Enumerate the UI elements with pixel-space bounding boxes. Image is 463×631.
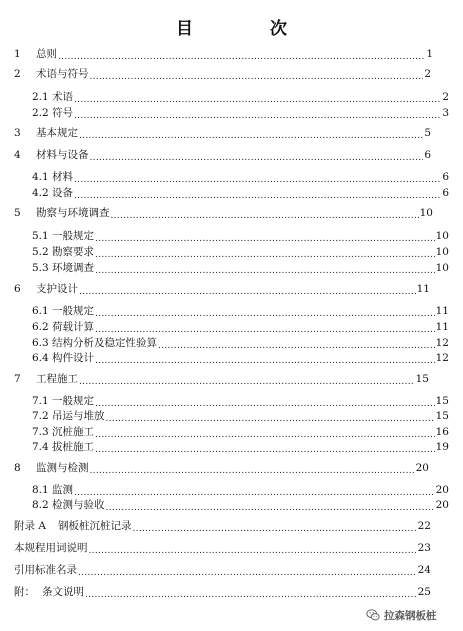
toc-label: 荷载计算 <box>52 321 94 333</box>
toc-page: 2 <box>442 91 449 103</box>
toc-entry[interactable] <box>32 498 449 512</box>
toc-label: 拔桩施工 <box>52 441 94 453</box>
toc-entry[interactable] <box>14 206 433 220</box>
toc-leader <box>58 49 425 61</box>
toc-entry[interactable] <box>32 336 449 350</box>
toc-entry[interactable] <box>32 440 449 454</box>
toc-page: 6 <box>424 149 431 161</box>
toc-entry[interactable] <box>32 186 449 200</box>
toc-page: 1 <box>426 48 433 60</box>
toc-leader <box>95 427 435 439</box>
toc-number: 1 <box>14 48 21 60</box>
toc-entry[interactable] <box>14 541 431 555</box>
toc-page: 23 <box>417 542 431 554</box>
toc-number: 2.2 <box>32 107 49 119</box>
toc-page: 16 <box>435 426 449 438</box>
toc-number: 5.2 <box>32 246 49 258</box>
toc-label: 一般规定 <box>52 230 94 242</box>
toc-page: 2 <box>424 68 431 80</box>
toc-page: 11 <box>435 321 449 333</box>
toc-entry[interactable] <box>32 170 449 184</box>
toc-leader <box>95 396 435 408</box>
toc-entry[interactable] <box>32 245 449 259</box>
toc-entry[interactable] <box>14 126 431 140</box>
toc-leader <box>90 463 415 475</box>
toc-entry[interactable] <box>32 409 449 423</box>
toc-entry[interactable] <box>14 461 429 475</box>
toc-leader <box>95 263 435 275</box>
toc-page: 15 <box>435 395 449 407</box>
toc-label: 总则 <box>36 48 57 60</box>
toc-leader <box>79 128 423 140</box>
toc-label: 术语与符号 <box>36 68 89 80</box>
toc-page: 3 <box>442 107 449 119</box>
toc-number: 6.2 <box>32 321 49 333</box>
toc-number: 6 <box>14 283 21 295</box>
watermark <box>366 606 437 624</box>
toc-number: 附录 A <box>14 520 46 532</box>
toc-number: 7.1 <box>32 395 49 407</box>
toc-number: 5.3 <box>32 262 49 274</box>
toc-label: 支护设计 <box>36 283 78 295</box>
toc-label: 构件设计 <box>52 352 94 364</box>
toc-label: 吊运与堆放 <box>52 410 105 422</box>
toc-leader <box>95 306 435 318</box>
toc-leader <box>74 92 441 104</box>
toc-page: 19 <box>435 441 449 453</box>
toc-number: 6.1 <box>32 305 49 317</box>
toc-number: 5.1 <box>32 230 49 242</box>
toc-number: 8 <box>14 462 21 474</box>
toc-entry[interactable] <box>14 282 430 296</box>
toc-leader <box>95 231 435 243</box>
toc-page: 10 <box>419 207 433 219</box>
toc-page: 22 <box>417 520 431 532</box>
toc-label: 监测 <box>52 484 73 496</box>
toc-number: 4 <box>14 149 21 161</box>
toc-label: 设备 <box>52 187 73 199</box>
toc-entry[interactable] <box>32 425 449 439</box>
toc-label: 材料 <box>52 171 73 183</box>
toc-entry[interactable] <box>32 229 449 243</box>
toc-entry[interactable] <box>14 519 431 533</box>
toc-label: 材料与设备 <box>36 149 89 161</box>
toc-number: 2 <box>14 68 21 80</box>
page-title: 目 次 <box>176 19 317 39</box>
toc-entry[interactable] <box>32 483 449 497</box>
toc-label: 勘察要求 <box>52 246 94 258</box>
toc-label: 一般规定 <box>52 395 94 407</box>
toc-leader <box>74 108 441 120</box>
toc-entry[interactable] <box>14 47 433 61</box>
toc-label: 条文说明 <box>42 586 84 598</box>
toc-leader <box>106 500 435 512</box>
toc-leader <box>74 188 441 200</box>
toc-page: 11 <box>435 305 449 317</box>
toc-entry[interactable] <box>32 320 449 334</box>
toc-entry[interactable] <box>14 148 431 162</box>
toc-page: 10 <box>435 246 449 258</box>
toc-number: 7 <box>14 373 21 385</box>
toc-leader <box>74 485 435 497</box>
toc-label: 结构分析及稳定性验算 <box>52 337 157 349</box>
toc-leader <box>106 411 435 423</box>
toc-number: 2.1 <box>32 91 49 103</box>
toc-label: 一般规定 <box>52 305 94 317</box>
toc-page: 24 <box>417 564 431 576</box>
toc-leader <box>95 322 435 334</box>
toc-number: 6.3 <box>32 337 49 349</box>
toc-label: 基本规定 <box>36 127 78 139</box>
toc-page: 11 <box>416 283 430 295</box>
toc-page: 5 <box>424 127 431 139</box>
wechat-icon <box>366 608 380 622</box>
toc-entry[interactable] <box>14 372 429 386</box>
toc-number: 7.4 <box>32 441 49 453</box>
watermark-text: 拉森钢板桩 <box>384 609 437 622</box>
toc-leader <box>111 208 419 220</box>
toc-entry[interactable] <box>14 563 431 577</box>
toc-label: 术语 <box>52 91 73 103</box>
toc-number: 8.2 <box>32 499 49 511</box>
toc-page: 15 <box>415 373 429 385</box>
toc-entry[interactable] <box>14 67 431 81</box>
toc-leader <box>90 69 424 81</box>
toc-entry[interactable] <box>32 261 449 275</box>
toc-label: 勘察与环境调查 <box>36 207 110 219</box>
toc-number: 附： <box>14 586 35 598</box>
toc-page: 25 <box>417 586 431 598</box>
toc-entry[interactable] <box>32 351 449 365</box>
toc-page: 10 <box>435 230 449 242</box>
toc-leader <box>90 150 424 162</box>
toc-number: 5 <box>14 207 21 219</box>
toc-leader <box>95 353 435 365</box>
toc-leader <box>74 172 441 184</box>
toc-label: 引用标准名录 <box>14 564 77 576</box>
toc-leader <box>79 284 416 296</box>
toc-label: 监测与检测 <box>36 462 89 474</box>
toc-label: 工程施工 <box>36 373 78 385</box>
toc-entry[interactable] <box>32 304 449 318</box>
toc-label: 本规程用词说明 <box>14 542 88 554</box>
toc-leader <box>133 521 417 533</box>
toc-label: 沉桩施工 <box>52 426 94 438</box>
toc-page: 20 <box>435 499 449 511</box>
toc-number: 8.1 <box>32 484 49 496</box>
toc-page: 15 <box>435 410 449 422</box>
toc-entry[interactable] <box>32 90 449 104</box>
toc-entry[interactable] <box>32 106 449 120</box>
toc-page: 12 <box>435 352 449 364</box>
toc-label: 检测与验收 <box>52 499 105 511</box>
toc-leader <box>158 338 435 350</box>
toc-page: 6 <box>442 187 449 199</box>
toc-leader <box>85 587 417 599</box>
toc-label: 符号 <box>52 107 73 119</box>
toc-label: 环境调查 <box>52 262 94 274</box>
toc-leader <box>95 442 435 454</box>
toc-entry[interactable] <box>32 394 449 408</box>
toc-page: 10 <box>435 262 449 274</box>
toc-leader <box>78 565 417 577</box>
toc-page: 6 <box>442 171 449 183</box>
toc-leader <box>89 543 417 555</box>
toc-number: 7.2 <box>32 410 49 422</box>
toc-label: 钢板桩沉桩记录 <box>58 520 132 532</box>
toc-number: 6.4 <box>32 352 49 364</box>
toc-leader <box>79 374 415 386</box>
toc-page: 12 <box>435 337 449 349</box>
toc-entry[interactable] <box>14 585 431 599</box>
toc-number: 7.3 <box>32 426 49 438</box>
toc-leader <box>95 247 435 259</box>
toc-number: 4.1 <box>32 171 49 183</box>
toc-page: 20 <box>435 484 449 496</box>
toc-number: 3 <box>14 127 21 139</box>
toc-number: 4.2 <box>32 187 49 199</box>
toc-page: 20 <box>415 462 429 474</box>
